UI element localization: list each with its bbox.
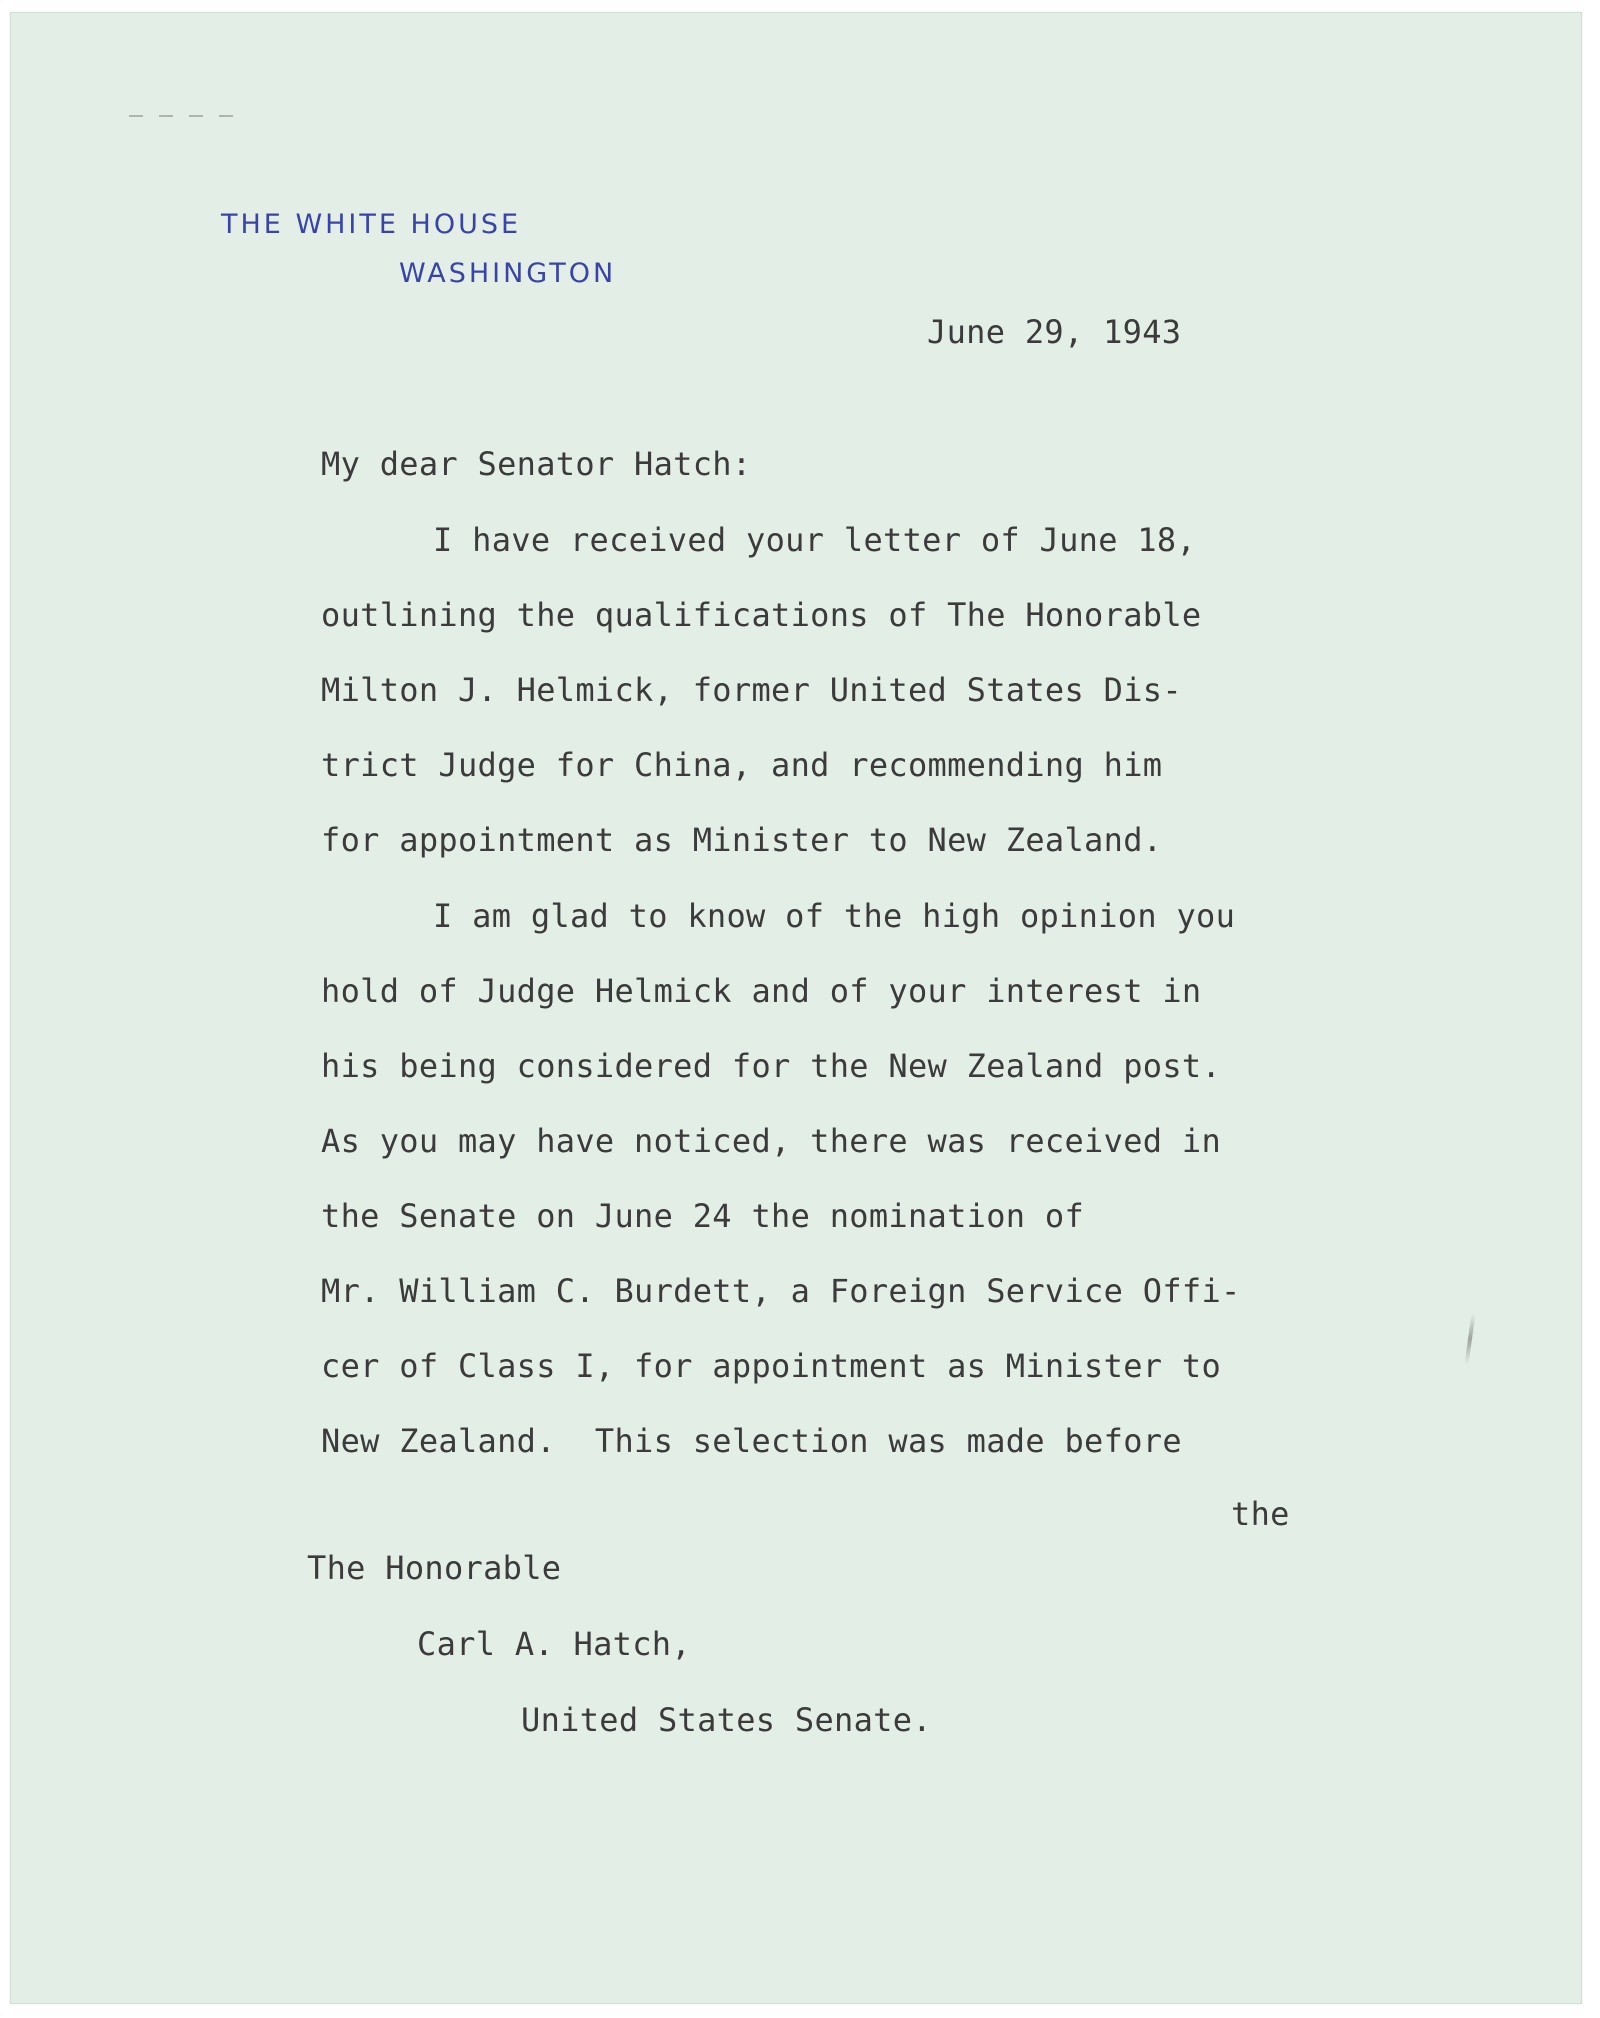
body-line: Milton J. Helmick, former United States Dis- xyxy=(321,671,1182,709)
letter-date: June 29, 1943 xyxy=(927,313,1182,351)
addressee-line-1: The Honorable xyxy=(307,1549,562,1587)
body-line: the Senate on June 24 the nomination of xyxy=(321,1197,1085,1235)
body-line: Mr. William C. Burdett, a Foreign Service Offi- xyxy=(321,1272,1241,1310)
body-line: I am glad to know of the high opinion you xyxy=(433,897,1236,935)
letterhead-line-2: WASHINGTON xyxy=(399,258,617,289)
addressee-line-3: United States Senate. xyxy=(521,1701,932,1739)
body-line: I have received your letter of June 18, xyxy=(433,521,1197,559)
addressee-line-2: Carl A. Hatch, xyxy=(417,1625,691,1663)
body-line: outlining the qualifications of The Honorable xyxy=(321,596,1202,634)
body-line: hold of Judge Helmick and of your interest in xyxy=(321,972,1202,1010)
body-line: trict Judge for China, and recommending him xyxy=(321,746,1163,784)
body-line: his being considered for the New Zealand post. xyxy=(321,1047,1222,1085)
letterhead-line-1: THE WHITE HOUSE xyxy=(221,209,522,240)
body-line: As you may have noticed, there was received in xyxy=(321,1122,1222,1160)
pencil-mark xyxy=(129,115,241,117)
ink-smudge xyxy=(1464,1313,1475,1365)
letter-sheet xyxy=(10,12,1582,2004)
body-line: New Zealand. This selection was made before xyxy=(321,1422,1182,1460)
body-line: for appointment as Minister to New Zealand. xyxy=(321,821,1163,859)
salutation: My dear Senator Hatch: xyxy=(321,445,752,483)
body-line: cer of Class I, for appointment as Minister to xyxy=(321,1347,1222,1385)
carry-over-word: the xyxy=(1231,1495,1290,1533)
